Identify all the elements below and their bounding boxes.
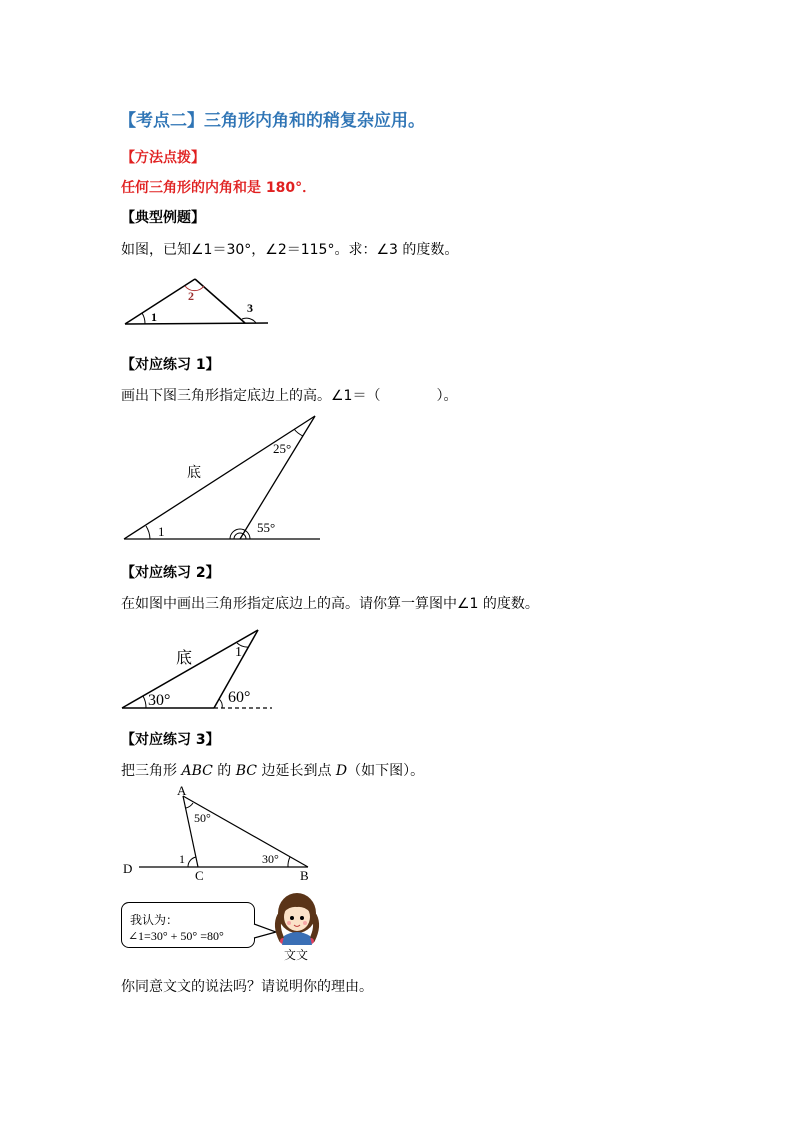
- example-angle3-label: 3: [247, 301, 253, 315]
- practice1-base-label: 底: [187, 466, 201, 481]
- practice3-followup: 你同意文文的说法吗？请说明你的理由。: [121, 979, 373, 995]
- practice3-heading: 【对应练习 3】: [121, 732, 220, 748]
- practice2-base-label: 底: [176, 650, 193, 667]
- practice3-question: 把三角形 ABC 的 BC 边延长到点 D（如下图）。: [121, 763, 425, 779]
- practice1-angle55-label: 55°: [257, 520, 276, 535]
- example-question: 如图，已知∠1＝30°，∠2＝115°。求：∠3 的度数。: [121, 242, 459, 258]
- example-angle2-label: 2: [188, 289, 194, 303]
- practice1-angle1-label: 1: [158, 524, 165, 539]
- practice3-point-b: B: [300, 868, 309, 883]
- practice1-angle25-label: 25°: [273, 441, 292, 456]
- practice2-question: 在如图中画出三角形指定底边上的高。请你算一算图中∠1 的度数。: [121, 596, 539, 612]
- practice3-point-c: C: [195, 868, 204, 883]
- method-heading: 【方法点拨】: [121, 150, 205, 166]
- character-name: 文文: [284, 948, 309, 962]
- bubble-line1: 我认为：: [130, 913, 179, 927]
- practice3-point-a: A: [177, 783, 187, 798]
- bubble-line2: ∠1=30° + 50° =80°: [128, 929, 224, 943]
- practice2-heading: 【对应练习 2】: [121, 565, 220, 581]
- practice3-angle50-label: 50°: [194, 811, 211, 825]
- method-text: 任何三角形的内角和是 180°．: [121, 180, 317, 196]
- practice2-angle30-label: 30°: [148, 692, 171, 709]
- practice3-angle30-label: 30°: [262, 852, 279, 866]
- practice1-question: 画出下图三角形指定底边上的高。∠1＝（ ）。: [121, 388, 458, 404]
- section-title: 【考点二】三角形内角和的稍复杂应用。: [119, 111, 425, 131]
- example-angle1-label: 1: [151, 310, 157, 324]
- practice3-point-d: D: [123, 861, 133, 876]
- example-heading: 【典型例题】: [121, 210, 205, 226]
- practice2-angle60-label: 60°: [228, 689, 251, 706]
- practice2-angle1-label: 1: [235, 645, 242, 660]
- practice1-heading: 【对应练习 1】: [121, 357, 220, 373]
- practice3-angle1-label: 1: [179, 852, 185, 866]
